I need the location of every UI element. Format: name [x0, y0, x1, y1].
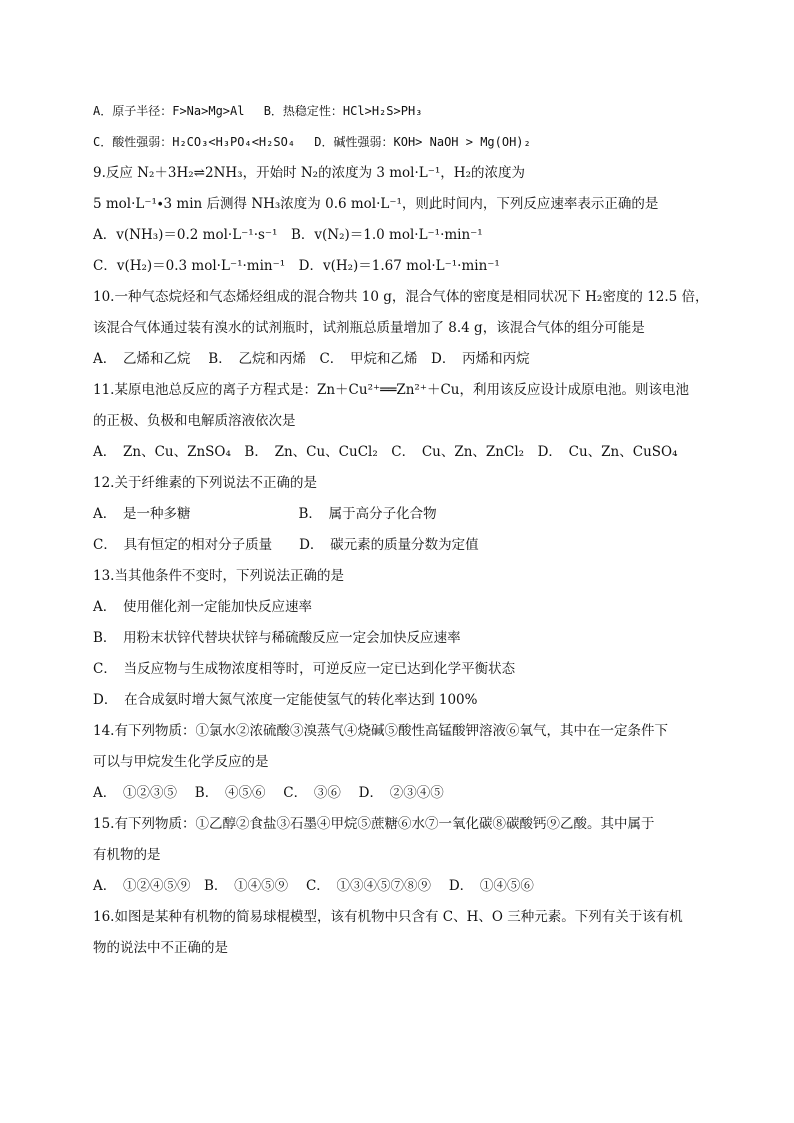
question-10-stem-1: 10.一种气态烷烃和气态烯烃组成的混合物共 10 g，混合气体的密度是相同状况下 H₂密度的 12.5 倍， [93, 289, 709, 305]
question-13-option-a: A． 使用催化剂一定能加快反应速率 [93, 599, 312, 615]
question-10-stem-2: 该混合气体通过装有溴水的试剂瓶时，试剂瓶总质量增加了 8.4 g，该混合气体的组分可能是 [93, 320, 645, 336]
question-14-stem-2: 可以与甲烷发生化学反应的是 [93, 754, 269, 770]
question-11-stem-1: 11.某原电池总反应的离子方程式是：Zn＋Cu²⁺══Zn²⁺＋Cu，利用该反应设计成原电池。则该电池 [93, 382, 689, 398]
question-15-stem-1: 15.有下列物质：①乙醇②食盐③石墨④甲烷⑤蔗糖⑥水⑦一氧化碳⑧碳酸钙⑨乙酸。其中属于 [93, 816, 655, 832]
question-9-stem-1: 9.反应 N₂＋3H₂⇌2NH₃，开始时 N₂的浓度为 3 mol·L⁻¹，H₂的浓度为 [93, 165, 525, 181]
question-13-option-b: B． 用粉末状锌代替块状锌与稀硫酸反应一定会加快反应速率 [93, 630, 461, 646]
question-9-options-cd: C．v(H₂)＝0.3 mol·L⁻¹·min⁻¹ D．v(H₂)＝1.67 mol·L⁻¹·min⁻¹ [93, 258, 500, 274]
question-13-option-d: D． 在合成氨时增大氮气浓度一定能使氢气的转化率达到 100% [93, 692, 478, 708]
question-11-options: A． Zn、Cu、ZnSO₄ B． Zn、Cu、CuCl₂ C． Cu、Zn、ZnCl₂ D． Cu、Zn、CuSO₄ [93, 444, 678, 460]
question-10-options: A． 乙烯和乙烷 B． 乙烷和丙烯 C． 甲烷和乙烯 D． 丙烯和丙烷 [93, 351, 530, 367]
question-13-stem: 13.当其他条件不变时，下列说法正确的是 [93, 568, 344, 584]
question-13-option-c: C． 当反应物与生成物浓度相等时，可逆反应一定已达到化学平衡状态 [93, 661, 516, 677]
question-12-options-cd: C． 具有恒定的相对分子质量 D． 碳元素的质量分数为定值 [93, 537, 479, 553]
question-16-stem-1: 16.如图是某种有机物的简易球棍模型，该有机物中只含有 C、H、O 三种元素。下列有关于该有机 [93, 909, 683, 925]
question-9-stem-2: 5 mol·L⁻¹∙3 min 后测得 NH₃浓度为 0.6 mol·L⁻¹，则此时间内，下列反应速率表示正确的是 [93, 196, 659, 212]
option-line-q8-ab: A．原子半径：F>Na>Mg>Al B．热稳定性：HCl>H₂S>PH₃ [93, 104, 423, 118]
question-14-stem-1: 14.有下列物质：①氯水②浓硫酸③溴蒸气④烧碱⑤酸性高锰酸钾溶液⑥氧气，其中在一定条件下 [93, 723, 668, 739]
question-14-options: A． ①②③⑤ B． ④⑤⑥ C． ③⑥ D． ②③④⑤ [93, 785, 444, 801]
option-line-q8-cd: C．酸性强弱：H₂CO₃<H₃PO₄<H₂SO₄ D．碱性强弱：KOH> NaOH > Mg(OH)₂ [93, 135, 531, 149]
question-12-options-ab: A． 是一种多糖 B． 属于高分子化合物 [93, 506, 437, 522]
question-12-stem: 12.关于纤维素的下列说法不正确的是 [93, 475, 317, 491]
question-15-options: A． ①②④⑤⑨ B． ①④⑤⑨ C． ①③④⑤⑦⑧⑨ D． ①④⑤⑥ [93, 878, 534, 894]
question-9-options-ab: A．v(NH₃)＝0.2 mol·L⁻¹·s⁻¹ B．v(N₂)＝1.0 mol·L⁻¹·min⁻¹ [93, 227, 483, 243]
question-16-stem-2: 物的说法中不正确的是 [93, 940, 228, 956]
question-15-stem-2: 有机物的是 [93, 847, 161, 863]
question-11-stem-2: 的正极、负极和电解质溶液依次是 [93, 413, 296, 429]
